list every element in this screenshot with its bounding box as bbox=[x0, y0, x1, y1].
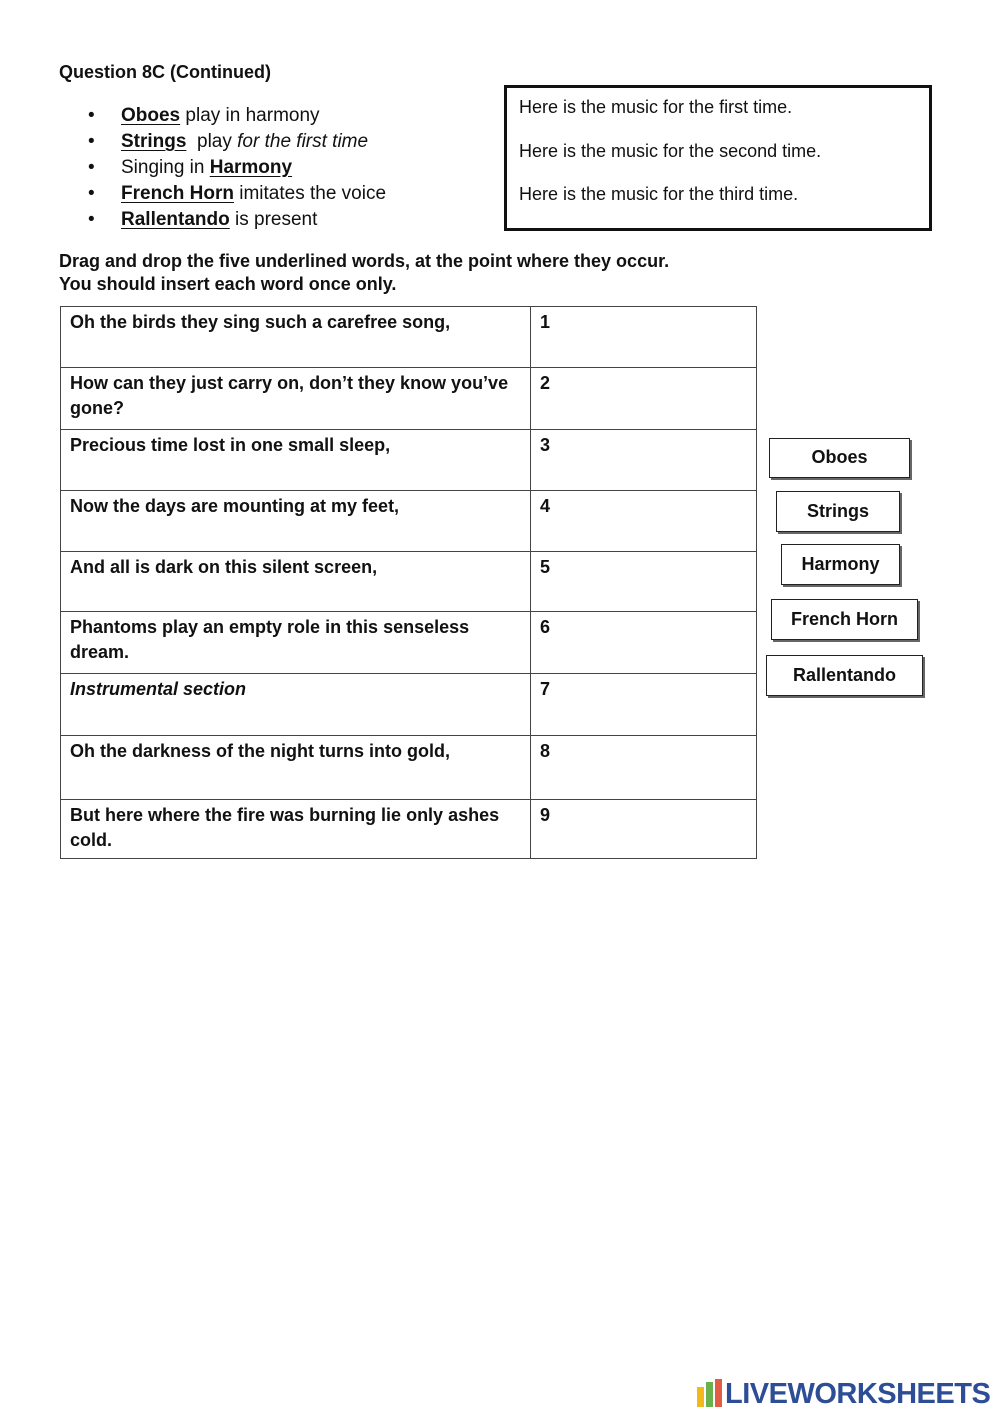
question-title: Question 8C (Continued) bbox=[59, 62, 271, 82]
list-item: • Strings play for the first time bbox=[88, 131, 369, 152]
criteria-list bbox=[88, 104, 386, 234]
liveworksheets-logo-icon bbox=[697, 1379, 723, 1409]
table-row bbox=[61, 800, 757, 859]
table-row bbox=[61, 612, 757, 674]
lyric-cell: Oh the birds they sing such a carefree song, bbox=[61, 307, 531, 368]
brand-name: LIVEWORKSHEETS bbox=[725, 1377, 991, 1410]
table-row bbox=[61, 368, 757, 430]
draggable-chip-strings[interactable]: Strings bbox=[776, 491, 900, 532]
bullet-icon: • bbox=[88, 157, 95, 178]
draggable-chip-harmony[interactable]: Harmony bbox=[781, 544, 900, 585]
lyrics-table bbox=[60, 306, 757, 859]
lyric-cell: Now the days are mounting at my feet, bbox=[61, 491, 531, 552]
drop-slot-7[interactable]: 7 bbox=[531, 674, 757, 736]
draggable-chip-rallentando[interactable]: Rallentando bbox=[766, 655, 923, 696]
drop-slot-5[interactable]: 5 bbox=[531, 552, 757, 612]
list-item: • Singing in Harmony bbox=[88, 157, 293, 178]
lyric-cell: And all is dark on this silent screen, bbox=[61, 552, 531, 612]
bullet-icon: • bbox=[88, 183, 95, 204]
draggable-chip-oboes[interactable]: Oboes bbox=[769, 438, 910, 478]
drop-slot-6[interactable]: 6 bbox=[531, 612, 757, 674]
keyword: Harmony bbox=[209, 157, 293, 178]
bullet-icon: • bbox=[88, 131, 95, 152]
lyric-cell: Phantoms play an empty role in this senseless dream. bbox=[61, 612, 531, 674]
drop-slot-8[interactable]: 8 bbox=[531, 736, 757, 800]
instruction-line: You should insert each word once only. bbox=[59, 274, 397, 294]
lyric-cell: Precious time lost in one small sleep, bbox=[61, 430, 531, 491]
table-row bbox=[61, 307, 757, 368]
instruction-line: Drag and drop the five underlined words, at the point where they occur. bbox=[59, 251, 670, 271]
list-item: • French Horn imitates the voice bbox=[88, 183, 387, 204]
draggable-chip-french-horn[interactable]: French Horn bbox=[771, 599, 918, 640]
lyric-cell: But here where the fire was burning lie only ashes cold. bbox=[61, 800, 531, 859]
table-row bbox=[61, 674, 757, 736]
table-row bbox=[61, 491, 757, 552]
instructions bbox=[59, 250, 669, 296]
music-cue-third: Here is the music for the third time. bbox=[519, 184, 799, 204]
bullet-icon: • bbox=[88, 105, 95, 126]
drop-slot-2[interactable]: 2 bbox=[531, 368, 757, 430]
music-cue-box bbox=[504, 85, 932, 231]
drop-slot-1[interactable]: 1 bbox=[531, 307, 757, 368]
keyword: Strings bbox=[121, 131, 187, 152]
keyword: French Horn bbox=[121, 183, 234, 204]
keyword: Rallentando bbox=[121, 209, 230, 230]
table-row bbox=[61, 552, 757, 612]
music-cue-second: Here is the music for the second time. bbox=[519, 141, 822, 161]
lyric-cell: Instrumental section bbox=[61, 674, 531, 736]
lyric-cell: Oh the darkness of the night turns into gold, bbox=[61, 736, 531, 800]
liveworksheets-logo bbox=[697, 1376, 990, 1412]
bullet-icon: • bbox=[88, 209, 95, 230]
list-item: • Rallentando is present bbox=[88, 209, 318, 230]
music-cue-first: Here is the music for the first time. bbox=[519, 97, 793, 117]
table-row bbox=[61, 736, 757, 800]
table-row bbox=[61, 430, 757, 491]
drop-slot-3[interactable]: 3 bbox=[531, 430, 757, 491]
list-item: • Oboes play in harmony bbox=[88, 105, 320, 126]
drop-slot-9[interactable]: 9 bbox=[531, 800, 757, 859]
keyword: Oboes bbox=[121, 105, 181, 126]
lyric-cell: How can they just carry on, don’t they know you’ve gone? bbox=[61, 368, 531, 430]
drop-slot-4[interactable]: 4 bbox=[531, 491, 757, 552]
